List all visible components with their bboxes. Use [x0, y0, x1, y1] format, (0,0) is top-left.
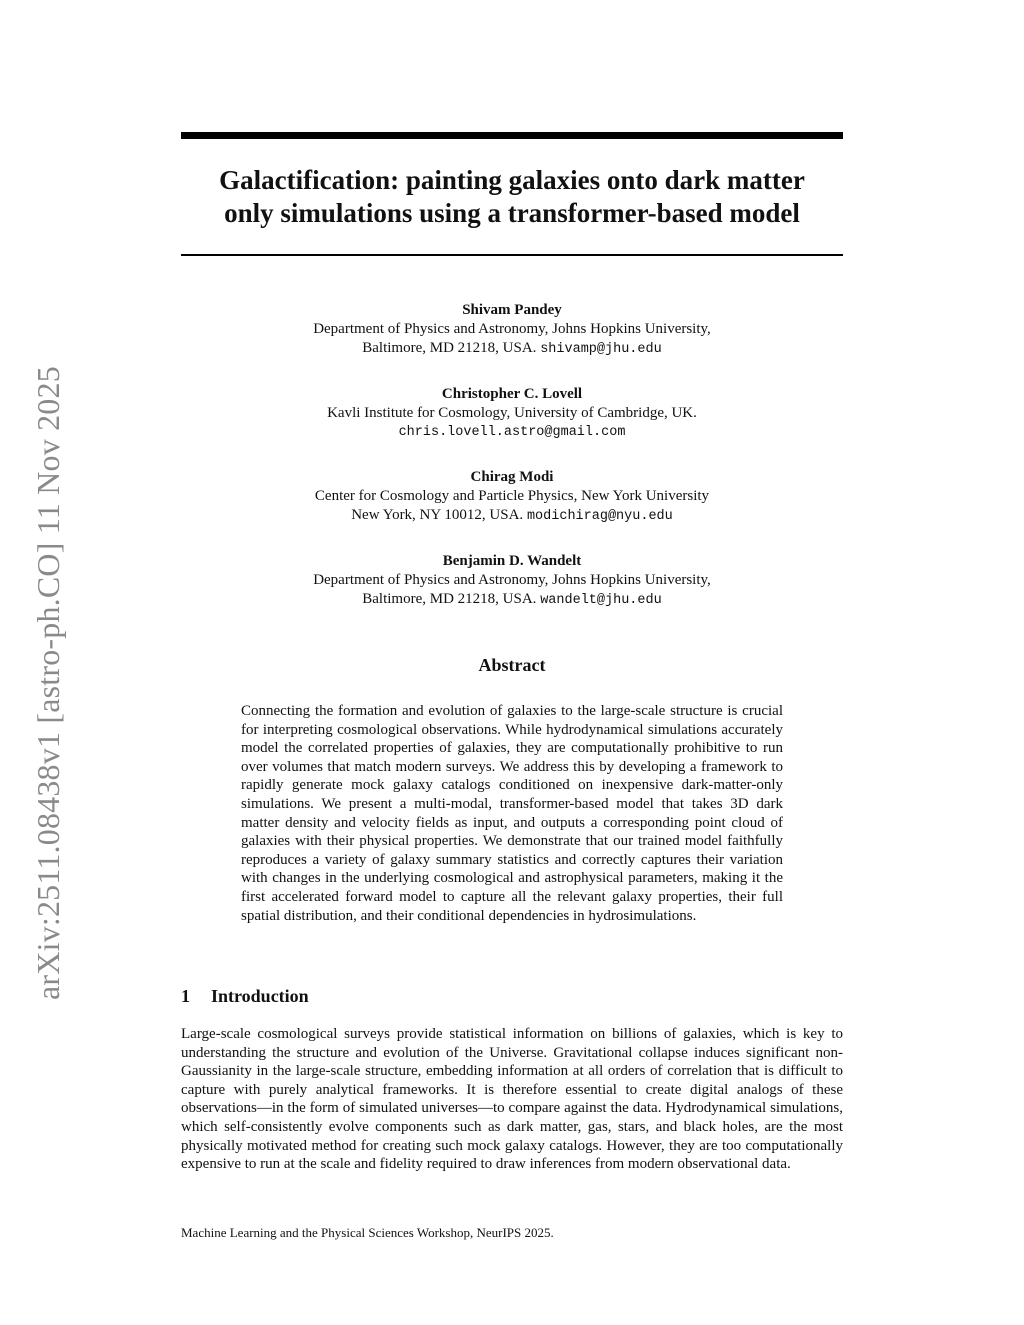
title-line-1: Galactification: painting galaxies onto dark matter: [219, 165, 805, 195]
author-block-pandey: [181, 301, 843, 359]
section-heading-introduction: [181, 985, 843, 1007]
author-name: Chirag Modi: [470, 469, 554, 485]
venue-footnote: Machine Learning and the Physical Sciences Workshop, NeurIPS 2025.: [181, 1225, 554, 1240]
author-name: Christopher C. Lovell: [441, 386, 583, 402]
arxiv-identifier: arXiv:2511.08438v1 [astro-ph.CO] 11 Nov 2025: [30, 366, 66, 1000]
author-affiliation: Kavli Institute for Cosmology, University of Cambridge, UK.: [327, 405, 697, 421]
title-line-2: only simulations using a transformer-based model: [224, 198, 800, 228]
introduction-text: Large-scale cosmological surveys provide statistical information on billions of galaxies, which is key to understanding the structure and evolution of the Universe. Gravitational collapse induces significant non-Gaussianity in the large-scale structure, embedding information at all orders of correlation that is difficult to capture with purely analytical frameworks. It is therefore essential to create digital analogs of these observations—in the form of simulated universes—to compare against the data. Hydrodynamical simulations, which self-consistently evolve components such as dark matter, gas, stars, and black holes, are the most physically motivated method for creating such mock galaxy catalogs. However, they are too computationally expensive to run at the scale and fidelity required to draw inferences from modern observational data.: [181, 1026, 843, 1173]
author-address-line: [181, 590, 843, 610]
title-top-rule: [181, 132, 843, 139]
author-address: New York, NY 10012, USA.: [351, 507, 524, 523]
author-email[interactable]: wandelt@jhu.edu: [540, 593, 662, 608]
author-address: Baltimore, MD 21218, USA.: [362, 340, 537, 356]
title-bottom-rule: [181, 254, 843, 256]
author-email[interactable]: chris.lovell.astro@gmail.com: [398, 425, 626, 440]
author-affiliation: Center for Cosmology and Particle Physics, New York University: [314, 488, 710, 504]
author-affiliation: Department of Physics and Astronomy, Johns Hopkins University,: [313, 572, 711, 588]
author-block-lovell: [181, 385, 843, 442]
author-address-line: [181, 339, 843, 359]
author-address: Baltimore, MD 21218, USA.: [362, 591, 537, 607]
section-number: 1: [181, 986, 190, 1006]
section-title: Introduction: [211, 986, 309, 1006]
author-name: Benjamin D. Wandelt: [442, 553, 582, 569]
paper-title: [181, 164, 843, 230]
author-name: Shivam Pandey: [462, 302, 562, 318]
author-block-wandelt: [181, 552, 843, 610]
author-address-line: [181, 506, 843, 526]
author-email[interactable]: modichirag@nyu.edu: [526, 509, 673, 524]
author-block-modi: [181, 468, 843, 526]
abstract-text: Connecting the formation and evolution of galaxies to the large-scale structure is crucial for interpreting cosmological observations. While hydrodynamical simulations accurately model the correlated properties of galaxies, they are computationally prohibitive to run over volumes that match modern surveys. We address this by developing a framework to rapidly generate mock galaxy catalogs conditioned on inexpensive dark-matter-only simulations. We present a multi-modal, transformer-based model that takes 3D dark matter density and velocity fields as input, and outputs a corresponding point cloud of galaxies with their physical properties. We demonstrate that our trained model faithfully reproduces a variety of galaxy summary statistics and correctly captures their variation with changes in the underlying cosmological and astrophysical parameters, making it the first accelerated forward model to capture all the relevant galaxy properties, their full spatial distribution, and their conditional dependencies in hydrosimulations.: [241, 703, 783, 924]
author-email[interactable]: shivamp@jhu.edu: [540, 342, 662, 357]
author-affiliation: Department of Physics and Astronomy, Johns Hopkins University,: [313, 321, 711, 337]
abstract-heading: Abstract: [478, 655, 546, 675]
